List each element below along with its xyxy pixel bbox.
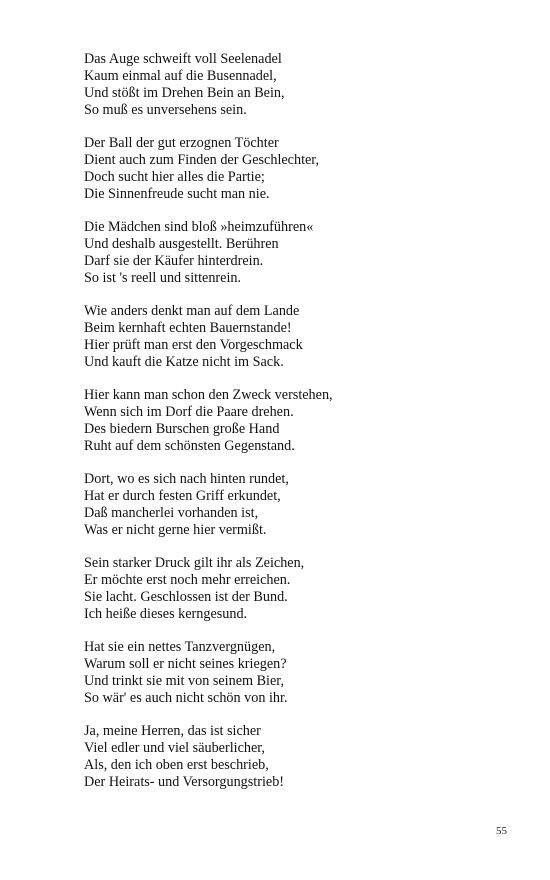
- poem-line: Kaum einmal auf die Busennadel,: [84, 68, 277, 84]
- poem-line: Darf sie der Käufer hinterdrein.: [84, 253, 264, 269]
- poem-line: Und kauft die Katze nicht im Sack.: [84, 354, 284, 370]
- stanza: [84, 723, 514, 791]
- stanza: [84, 135, 514, 203]
- poem-line: Der Heirats- und Versorgungstrieb!: [84, 774, 285, 790]
- poem-line: Sein starker Druck gilt ihr als Zeichen,: [84, 555, 305, 571]
- stanza: [84, 303, 514, 371]
- poem-line: Und trinkt sie mit von seinem Bier,: [84, 673, 285, 689]
- poem-line: Hat er durch festen Griff erkundet,: [84, 488, 281, 504]
- poem-line: Als, den ich oben erst beschrieb,: [84, 757, 269, 773]
- poem-line: Die Mädchen sind bloß »heimzuführen«: [84, 219, 314, 235]
- poem-line: Er möchte erst noch mehr erreichen.: [84, 572, 291, 588]
- poem-line: Warum soll er nicht seines kriegen?: [84, 656, 287, 672]
- poem-line: Beim kernhaft echten Bauernstande!: [84, 320, 292, 336]
- stanza: [84, 219, 514, 287]
- poem-text: [84, 51, 514, 807]
- poem-line: Sie lacht. Geschlossen ist der Bund.: [84, 589, 288, 605]
- page-number: 55: [496, 825, 507, 837]
- poem-line: Und deshalb ausgestellt. Berühren: [84, 236, 279, 252]
- poem-line: Doch sucht hier alles die Partie;: [84, 169, 265, 185]
- poem-line: Die Sinnenfreude sucht man nie.: [84, 186, 270, 202]
- poem-line: Ruht auf dem schönsten Gegenstand.: [84, 438, 295, 454]
- poem-line: Der Ball der gut erzognen Töchter: [84, 135, 279, 151]
- stanza: [84, 639, 514, 707]
- poem-line: Daß mancherlei vorhanden ist,: [84, 505, 259, 521]
- poem-line: Ja, meine Herren, das ist sicher: [84, 723, 261, 739]
- stanza: [84, 471, 514, 539]
- poem-line: Hier prüft man erst den Vorgeschmack: [84, 337, 303, 353]
- poem-line: Wie anders denkt man auf dem Lande: [84, 303, 300, 319]
- poem-line: Und stößt im Drehen Bein an Bein,: [84, 85, 285, 101]
- poem-line: Des biedern Burschen große Hand: [84, 421, 280, 437]
- poem-line: Dort, wo es sich nach hinten rundet,: [84, 471, 289, 487]
- poem-line: Was er nicht gerne hier vermißt.: [84, 522, 267, 538]
- poem-line: So muß es unversehens sein.: [84, 102, 247, 118]
- stanza: [84, 387, 514, 455]
- poem-line: Hier kann man schon den Zweck verstehen,: [84, 387, 333, 403]
- poem-line: So wär' es auch nicht schön von ihr.: [84, 690, 288, 706]
- poem-line: Viel edler und viel säuberlicher,: [84, 740, 265, 756]
- stanza: [84, 51, 514, 119]
- poem-line: Hat sie ein nettes Tanzvergnügen,: [84, 639, 276, 655]
- poem-line: Das Auge schweift voll Seelenadel: [84, 51, 282, 67]
- poem-line: Ich heiße dieses kerngesund.: [84, 606, 248, 622]
- poem-line: Dient auch zum Finden der Geschlechter,: [84, 152, 320, 168]
- poem-line: Wenn sich im Dorf die Paare drehen.: [84, 404, 294, 420]
- stanza: [84, 555, 514, 623]
- poem-line: So ist 's reell und sittenrein.: [84, 270, 242, 286]
